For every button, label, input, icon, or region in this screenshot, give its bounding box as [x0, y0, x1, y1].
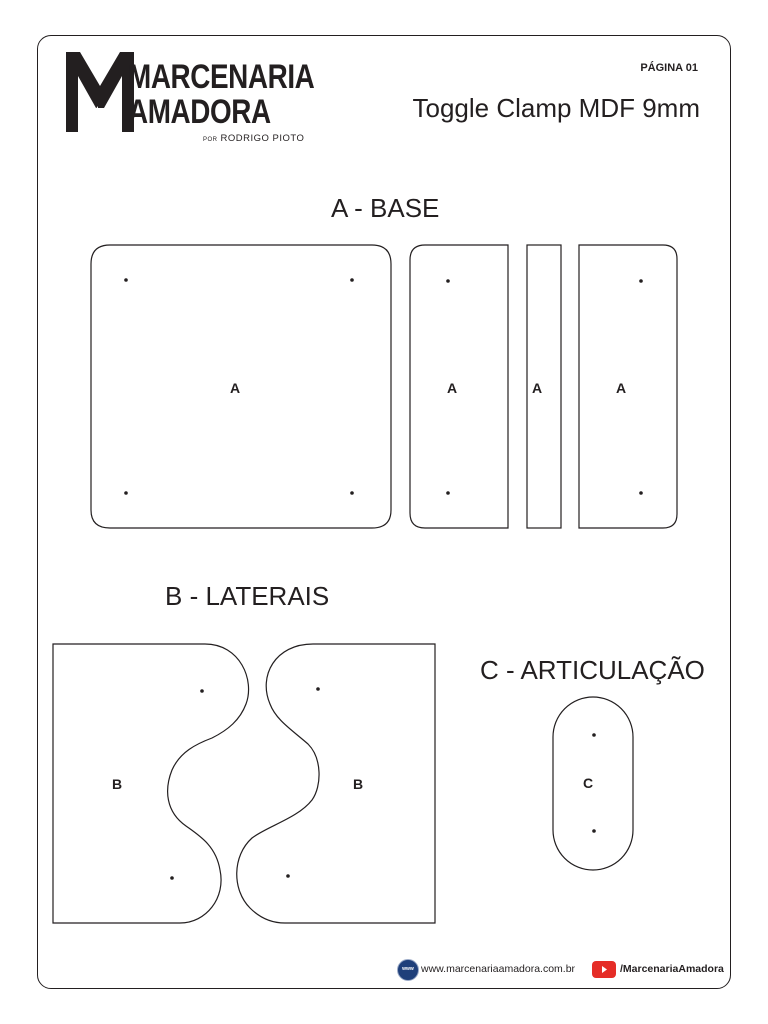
part-label-a3: A	[531, 380, 543, 396]
brand-line-2: AMADORA	[128, 93, 271, 131]
section-title-articulacao: C - ARTICULAÇÃO	[480, 655, 705, 685]
youtube-channel-link[interactable]: /MarcenariaAmadora	[620, 963, 724, 975]
hole-mark	[446, 279, 450, 283]
hole-mark	[639, 279, 643, 283]
brand-byline-name: RODRIGO PIOTO	[220, 133, 305, 144]
hole-mark	[446, 491, 450, 495]
hole-mark	[124, 491, 128, 495]
hole-mark	[170, 876, 174, 880]
part-label-a4: A	[615, 380, 627, 396]
hole-mark	[350, 278, 354, 282]
www-globe-icon	[397, 959, 419, 981]
part-label-c: C	[582, 775, 594, 791]
part-label-a2: A	[446, 380, 458, 396]
hole-mark	[639, 491, 643, 495]
hole-mark	[350, 491, 354, 495]
hole-mark	[592, 733, 596, 737]
lateral-part-left	[53, 644, 249, 923]
www-badge-text: www	[402, 966, 414, 972]
hole-mark	[124, 278, 128, 282]
hole-mark	[286, 874, 290, 878]
hole-mark	[316, 687, 320, 691]
hole-mark	[592, 829, 596, 833]
part-label-b2: B	[352, 776, 364, 792]
page-number: PÁGINA 01	[640, 62, 698, 74]
lateral-part-right	[237, 644, 435, 923]
document-title: Toggle Clamp MDF 9mm	[412, 93, 700, 123]
part-label-b1: B	[111, 776, 123, 792]
website-link[interactable]: www.marcenariaamadora.com.br	[421, 963, 576, 975]
brand-line-1: MARCENARIA	[128, 58, 315, 96]
play-icon	[592, 961, 616, 978]
section-title-base: A - BASE	[331, 193, 440, 223]
hole-mark	[200, 689, 204, 693]
part-label-a1: A	[229, 380, 241, 396]
section-title-laterais: B - LATERAIS	[165, 581, 330, 611]
youtube-icon	[592, 961, 616, 978]
brand-byline-prefix: POR	[203, 137, 218, 143]
